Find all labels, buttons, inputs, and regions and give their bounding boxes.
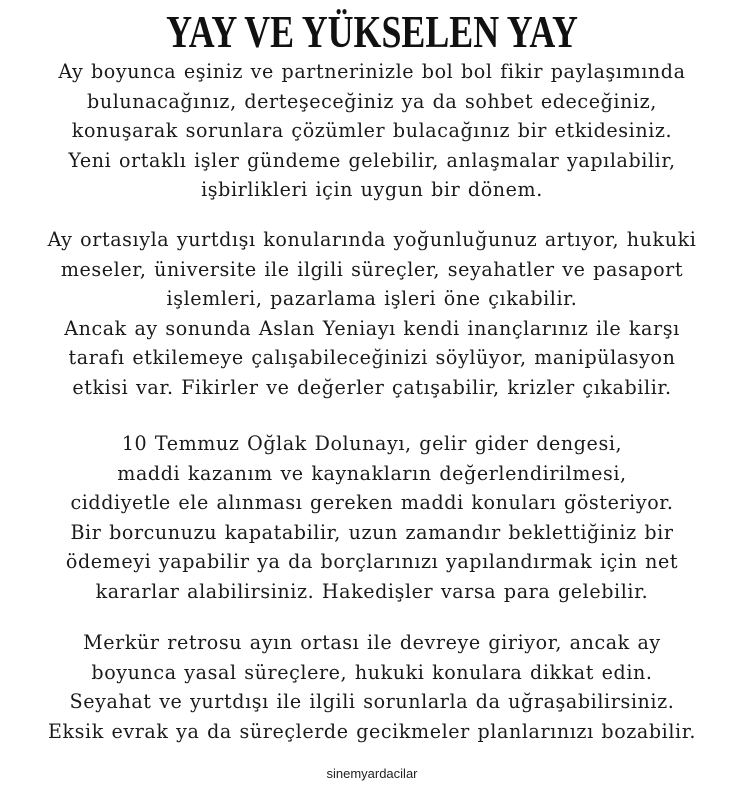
paragraph-1 (0, 57, 744, 205)
paragraph-3 (0, 429, 744, 606)
text-line: Merkür retrosu ayın ortası ile devreye giriyor, ancak ay (83, 631, 661, 654)
text-line: Ancak ay sonunda Aslan Yeniayı kendi inançlarınız ile karşı (64, 316, 680, 340)
page-title: YAY VE YÜKSELEN YAY (166, 6, 578, 57)
text-line: Yeni ortaklı işler gündeme gelebilir, anlaşmalar yapılabilir, (68, 148, 676, 172)
paragraph-4 (0, 628, 744, 746)
text-line: boyunca yasal süreçlere, hukuki konulara dikkat edin. (91, 660, 653, 684)
text-line: Eksik evrak ya da süreçlerde gecikmeler planlarınızı bozabilir. (47, 719, 697, 743)
author-signature: sinemyardacilar (326, 766, 418, 781)
text-line: etkisi var. Fikirler ve değerler çatışabilir, krizler çıkabilir. (72, 375, 672, 399)
text-line: ödemeyi yapabilir ya da borçlarınızı yapılandırmak için net (65, 550, 679, 573)
text-line: işlemleri, pazarlama işleri öne çıkabilir. (166, 287, 578, 310)
text-line: ciddiyetle ele alınması gereken maddi konuları gösteriyor. (70, 491, 674, 514)
text-line: Ay boyunca eşiniz ve partnerinizle bol bol fikir paylaşımında (58, 60, 686, 83)
text-line: Seyahat ve yurtdışı ile ilgili sorunlarla da uğraşabilirsiniz. (69, 690, 675, 713)
text-line: işbirlikleri için uygun bir dönem. (201, 178, 543, 201)
text-line: kararlar alabilirsiniz. Hakedişler varsa para gelebilir. (95, 579, 649, 603)
text-line: konuşarak sorunlara çözümler bulacağınız bir etkidesiniz. (71, 119, 673, 142)
paragraph-2 (0, 225, 744, 402)
text-line: bulunacağınız, derteşeceğiniz ya da sohbet edeceğiniz, (87, 89, 657, 113)
text-line: Bir borcunuzu kapatabilir, uzun zamandır beklettiğiniz bir (70, 520, 674, 544)
text-line: meseler, üniversite ile ilgili süreçler, seyahatler ve pasaport (60, 257, 684, 281)
text-line: maddi kazanım ve kaynakların değerlendirilmesi, (117, 461, 627, 485)
text-line: tarafı etkilemeye çalışabileceğinizi söylüyor, manipülasyon (68, 346, 676, 369)
text-line: 10 Temmuz Oğlak Dolunayı, gelir gider dengesi, (121, 432, 623, 455)
text-line: Ay ortasıyla yurtdışı konularında yoğunluğunuz artıyor, hukuki (47, 228, 697, 251)
